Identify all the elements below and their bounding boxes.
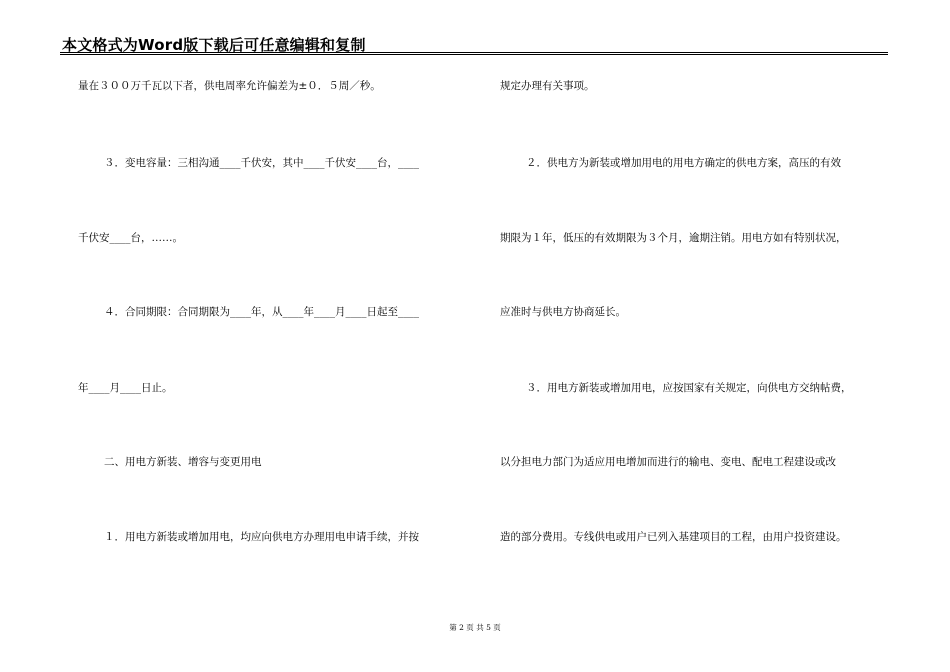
text-line: 期限为１年，低压的有效期限为３个月，逾期注销。用电方如有特别状况， bbox=[500, 232, 847, 244]
text-line: ４．合同期限：合同期限为____年，从____年____月____日起至____ bbox=[104, 306, 419, 318]
section-heading: 二、用电方新装、增容与变更用电 bbox=[104, 456, 262, 468]
text-line: 年____月____日止。 bbox=[78, 382, 173, 394]
text-line: 规定办理有关事项。 bbox=[500, 80, 595, 92]
document-header-title: 本文格式为Word版下载后可任意编辑和复制 bbox=[62, 36, 366, 54]
text-line: 造的部分费用。专线供电或用户已列入基建项目的工程，由用户投资建设。 bbox=[500, 531, 847, 543]
header-divider bbox=[60, 52, 888, 55]
page-number-footer: 第 2 页 共 5 页 bbox=[449, 623, 501, 632]
text-line: 千伏安____台，……。 bbox=[78, 232, 183, 244]
text-line: 应准时与供电方协商延长。 bbox=[500, 306, 626, 318]
text-line: １．用电方新装或增加用电，均应向供电方办理用电申请手续，并按 bbox=[104, 531, 419, 543]
text-line: 量在３００万千瓦以下者，供电周率允许偏差为±０．５周／秒。 bbox=[78, 80, 381, 92]
text-line: ３．用电方新装或增加用电，应按国家有关规定，向供电方交纳帖费， bbox=[526, 382, 852, 394]
text-line: ３．变电容量：三相沟通____千伏安，其中____千伏安____台，____ bbox=[104, 157, 419, 169]
text-line: ２．供电方为新装或增加用电的用电方确定的供电方案，高压的有效 bbox=[526, 157, 841, 169]
text-line: 以分担电力部门为适应用电增加而进行的输电、变电、配电工程建设或改 bbox=[500, 456, 836, 468]
